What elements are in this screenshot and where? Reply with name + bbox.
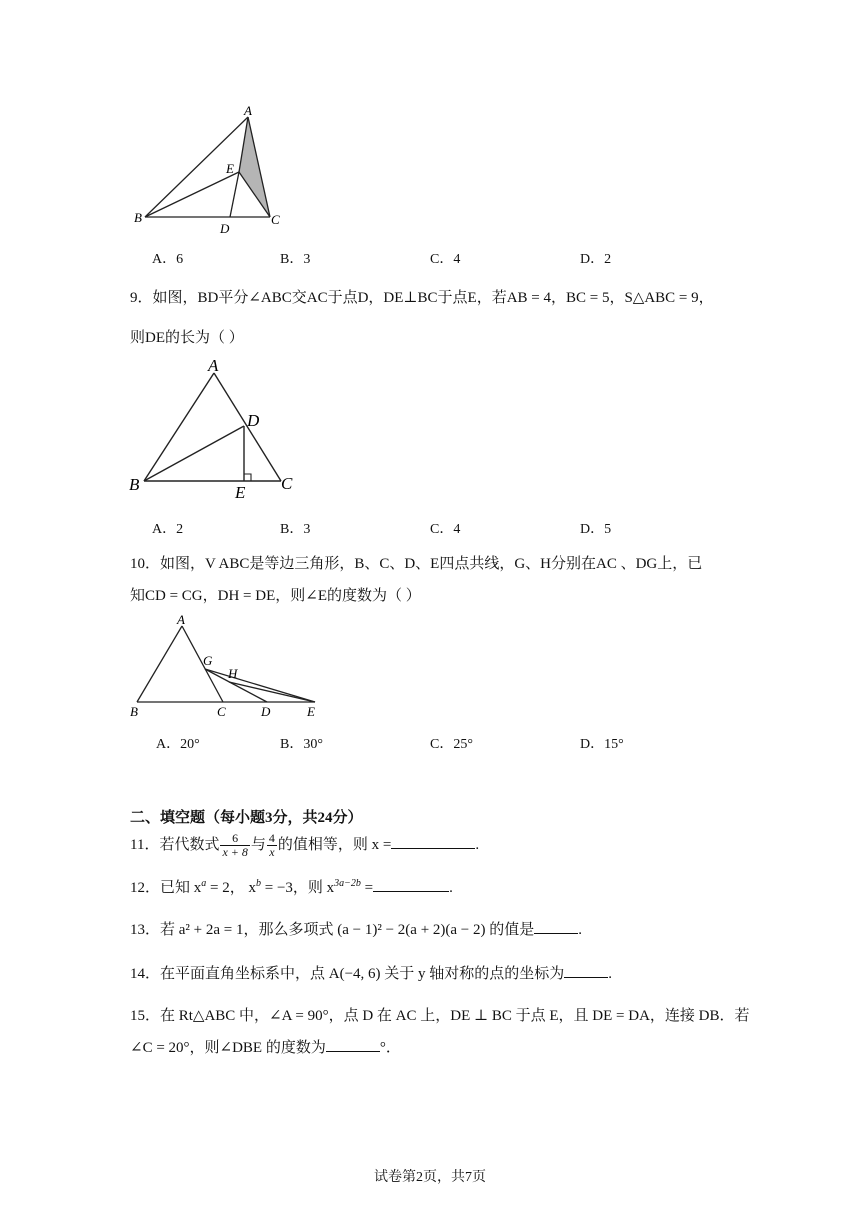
q10-option-c: C．25° — [430, 737, 473, 752]
q15-answer-blank[interactable] — [326, 1037, 380, 1052]
q11-fraction-1: $\frac{6}{x + 8}$ — [222, 831, 248, 859]
q8-option-a: A．6 — [152, 252, 184, 267]
q14-answer-blank[interactable] — [564, 963, 608, 978]
q9-option-a: A．2 — [152, 522, 184, 537]
q15-line2: ∠C = 20°，则∠DBE 的度数为 °． — [130, 1036, 401, 1057]
q11-mid: 与 — [250, 836, 266, 853]
q9-label-c: C — [281, 474, 293, 493]
q9-figure — [126, 356, 306, 506]
q11-fraction-2: $\frac{4}{x}$ — [268, 831, 275, 859]
q8-label-c: C — [271, 212, 280, 227]
page-footer: 试卷第2页，共7页 — [374, 1170, 486, 1185]
q11-prefix: 11．若代数式 — [130, 836, 220, 853]
q9-stem-line2: 则DE的长为（ ） — [130, 330, 244, 346]
q10-option-b: B．30° — [280, 737, 323, 752]
q13-line: 13．若 a² + 2a = 1，那么多项式 (a − 1)² − 2(a + 2)(a − 2) 的值是 . — [130, 918, 582, 939]
q9-stem-line1: 9．如图，BD平分∠ABC交AC于点D，DE⊥BC于点E，若AB = 4，BC = 5，S△ABC = 9， — [130, 290, 714, 306]
q9-label-a: A — [208, 356, 219, 375]
q8-shaded-triangle — [239, 117, 270, 217]
q8-label-b: B — [134, 210, 142, 225]
q9-label-e: E — [235, 483, 246, 502]
q8-label-d: D — [220, 221, 230, 236]
q10-label-b: B — [130, 704, 138, 719]
q11-suffix: 的值相等，则 x = — [277, 836, 392, 853]
q11-line: 11．若代数式 $\frac{6}{x + 8}$ 与 $\frac{4}{x}$ 的值相等，则 x = . — [130, 831, 480, 859]
q14-line: 14．在平面直角坐标系中，点 A(−4, 6) 关于 y 轴对称的点的坐标为 . — [130, 962, 612, 983]
q8-figure — [128, 104, 288, 239]
q8-label-a: A — [244, 104, 252, 118]
q10-label-c: C — [217, 704, 226, 719]
q9-label-d: D — [247, 411, 260, 430]
q10-option-a: A．20° — [156, 737, 200, 752]
q10-label-g: G — [203, 653, 213, 668]
q13-answer-blank[interactable] — [534, 919, 578, 934]
q10-figure — [124, 610, 334, 722]
q10-label-d: D — [261, 704, 271, 719]
q9-label-b: B — [129, 475, 140, 494]
q10-label-h: H — [228, 666, 238, 681]
q15-line1: 15．在 Rt△ABC 中，∠A = 90°，点 D 在 AC 上，DE ⊥ BC 于点 E，且 DE = DA，连接 DB．若 — [130, 1008, 750, 1024]
q10-label-e: E — [307, 704, 315, 719]
q8-option-d: D．2 — [580, 252, 612, 267]
q12-answer-blank[interactable] — [373, 877, 449, 892]
q8-option-c: C．4 — [430, 252, 461, 267]
q12-line: 12．已知 $x^a = 2$， $x^b = -3$，则 $x^{3a-2b}$ = . — [130, 878, 453, 896]
q8-label-e: E — [226, 161, 234, 176]
q10-stem-line1: 10．如图，V ABC是等边三角形，B、C、D、E四点共线，G、H分别在AC 、DG上，已 — [130, 556, 703, 572]
q9-option-c: C．4 — [430, 522, 461, 537]
q10-label-a: A — [177, 612, 185, 627]
section2-heading: 二、填空题（每小题3分，共24分） — [130, 810, 363, 826]
q10-option-d: D．15° — [580, 737, 624, 752]
q9-option-d: D．5 — [580, 522, 612, 537]
q9-option-b: B．3 — [280, 522, 311, 537]
q10-stem-line2: 知CD = CG，DH = DE，则∠E的度数为（ ） — [130, 588, 421, 604]
q8-option-b: B．3 — [280, 252, 311, 267]
q11-answer-blank[interactable] — [391, 834, 475, 849]
